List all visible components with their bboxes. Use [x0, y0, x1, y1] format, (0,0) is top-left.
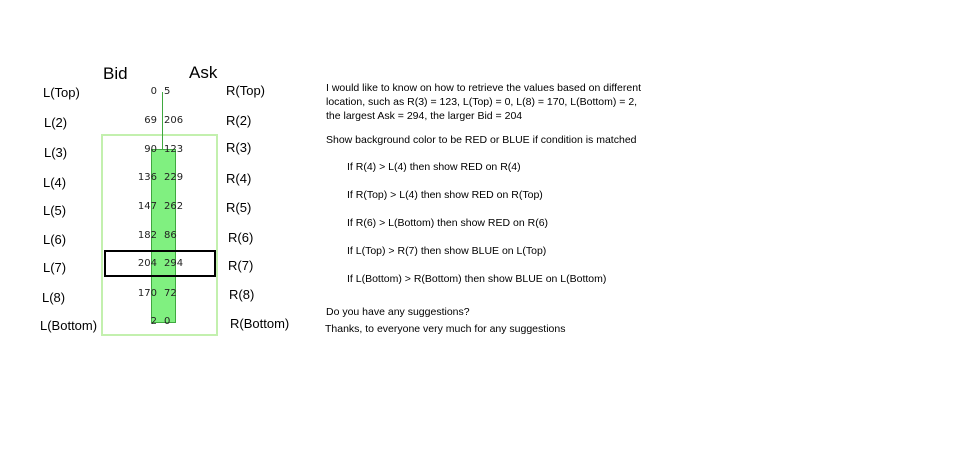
bid-value: 147 — [137, 201, 157, 212]
ask-value: 86 — [164, 230, 177, 241]
ask-value: 0 — [164, 316, 171, 327]
ask-value: 123 — [164, 144, 184, 155]
intro-line: the largest Ask = 294, the larger Bid = 204 — [326, 110, 523, 122]
bid-value: 170 — [137, 288, 157, 299]
bid-value: 136 — [137, 172, 157, 183]
left-label: L(7) — [43, 260, 67, 275]
ask-header: Ask — [189, 63, 218, 82]
ask-value: 72 — [164, 288, 177, 299]
condition-line: If L(Bottom) > R(Bottom) then show BLUE on L(Bottom) — [347, 273, 607, 285]
ask-value: 206 — [164, 115, 184, 126]
right-label: R(Top) — [226, 83, 266, 98]
right-label: R(5) — [226, 200, 252, 215]
right-label: R(3) — [226, 140, 252, 155]
left-label: L(4) — [43, 175, 67, 190]
bid-value: 182 — [137, 230, 157, 241]
condition-line: If R(6) > L(Bottom) then show RED on R(6) — [347, 217, 549, 229]
left-label: L(5) — [43, 203, 67, 218]
show-bg-line: Show background color to be RED or BLUE if condition is matched — [326, 134, 637, 146]
condition-line: If R(4) > L(4) then show RED on R(4) — [347, 161, 521, 173]
bid-value: 90 — [144, 144, 157, 155]
bid-value: 0 — [150, 86, 157, 97]
right-label: R(4) — [226, 171, 252, 186]
left-label: L(6) — [43, 232, 67, 247]
thanks-line: Thanks, to everyone very much for any suggestions — [325, 323, 566, 335]
intro-line: I would like to know on how to retrieve the values based on different — [326, 82, 641, 94]
highlight-row-box — [104, 250, 216, 277]
bid-value: 2 — [150, 316, 157, 327]
intro-line: location, such as R(3) = 123, L(Top) = 0, L(8) = 170, L(Bottom) = 2, — [326, 96, 638, 108]
right-label: R(2) — [226, 113, 252, 128]
ask-value: 294 — [164, 258, 184, 269]
condition-line: If L(Top) > R(7) then show BLUE on L(Top) — [347, 245, 547, 257]
bid-value: 204 — [137, 258, 157, 269]
candle-wick — [162, 92, 163, 149]
left-label: L(2) — [44, 115, 68, 130]
left-label: L(8) — [42, 290, 66, 305]
question-line: Do you have any suggestions? — [326, 306, 470, 318]
right-label: R(Bottom) — [230, 316, 290, 331]
left-label: L(Top) — [43, 85, 80, 100]
ask-value: 262 — [164, 201, 184, 212]
condition-line: If R(Top) > L(4) then show RED on R(Top) — [347, 189, 543, 201]
right-label: R(8) — [229, 287, 255, 302]
bid-header: Bid — [103, 64, 128, 83]
left-label: L(Bottom) — [40, 318, 98, 333]
right-label: R(6) — [228, 230, 254, 245]
left-label: L(3) — [44, 145, 68, 160]
bid-value: 69 — [144, 115, 157, 126]
ask-value: 229 — [164, 172, 184, 183]
right-label: R(7) — [228, 258, 254, 273]
ask-value: 5 — [164, 86, 171, 97]
